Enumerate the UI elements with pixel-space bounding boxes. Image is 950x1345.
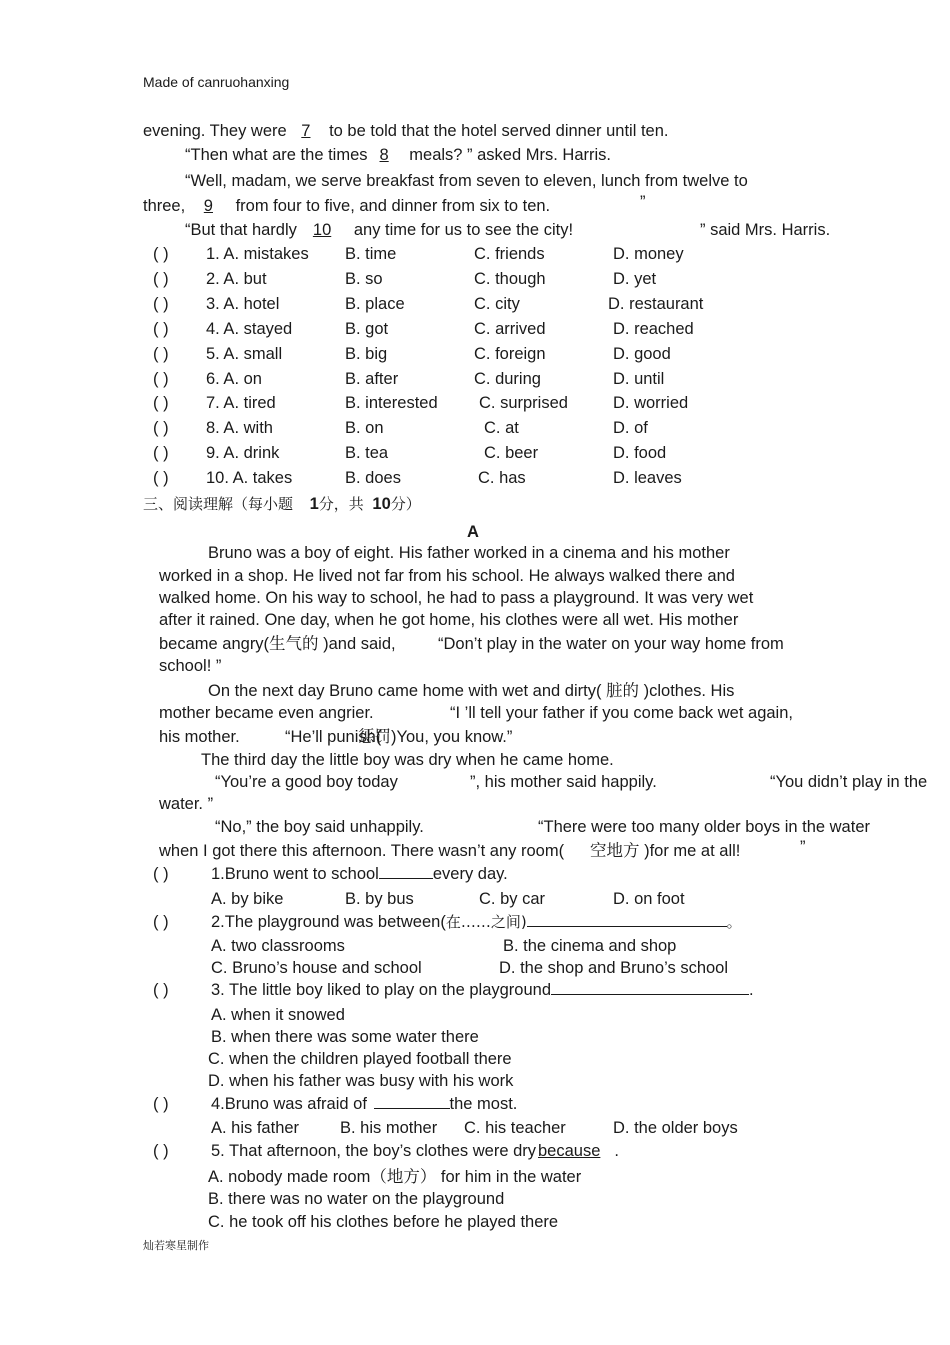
option-b[interactable]: B. big	[345, 344, 388, 363]
option-b[interactable]: B. time	[345, 245, 397, 263]
option-b[interactable]: B. so	[345, 269, 383, 288]
option-b[interactable]: B. his mother	[340, 1119, 438, 1137]
passage-line: “I ’ll tell your father if you come back wet again,	[450, 704, 793, 722]
option-c[interactable]: C. foreign	[474, 344, 546, 363]
option-a[interactable]: A. by bike	[211, 890, 284, 908]
passage-line: after it rained. One day, when he got home, his clothes were all wet. His mother	[159, 611, 739, 629]
answer-blank[interactable]	[551, 980, 749, 995]
passage-line: ”, his mother said happily.	[470, 773, 657, 791]
question-text: 在……之间)	[445, 913, 527, 931]
passage-line: walked home. On his way to school, he had to pass a playground. It was very wet	[159, 589, 754, 607]
option-c[interactable]: C. when the children played football there	[208, 1050, 512, 1068]
passage-line: water. ”	[159, 795, 214, 813]
cloze-text: from four to five, and dinner from six to ten.	[235, 197, 551, 215]
cloze-text: “But that hardly	[185, 221, 297, 239]
option-c[interactable]: C. by car	[479, 890, 546, 908]
option-b[interactable]: B. interested	[345, 394, 438, 413]
option-c[interactable]: C. his teacher	[464, 1119, 566, 1137]
option-c[interactable]: C. at	[484, 419, 519, 438]
section-title	[143, 494, 421, 514]
option-d[interactable]: D. worried	[613, 394, 689, 413]
section-title-text: 分，共	[318, 495, 364, 513]
option-b[interactable]: B. does	[345, 469, 401, 488]
option-a[interactable]: 7. A. tired	[206, 394, 276, 413]
answer-blank[interactable]	[374, 1094, 450, 1109]
cloze-line-5-end: ” said Mrs. Harris.	[700, 221, 831, 239]
option-b[interactable]: B. got	[345, 319, 389, 338]
answer-blank[interactable]: because	[538, 1142, 601, 1160]
option-c[interactable]: C. though	[474, 269, 546, 288]
option-c[interactable]: C. surprised	[479, 394, 568, 413]
question-text: 4.Bruno was afraid of	[211, 1095, 367, 1113]
answer-paren[interactable]: ( )	[153, 394, 169, 413]
passage-line: 惩罚)You, you know.”	[358, 728, 513, 746]
option-d[interactable]: D. when his father was busy with his work	[208, 1072, 514, 1090]
passage-line: “No,” the boy said unhappily.	[215, 818, 424, 836]
answer-paren[interactable]: ( )	[153, 344, 169, 363]
option-b[interactable]: B. after	[345, 369, 399, 388]
page-header: Made of canruohanxing	[143, 74, 290, 90]
answer-paren[interactable]: ( )	[153, 865, 169, 883]
section-title-text: 1	[309, 495, 319, 513]
cloze-text: “Then what are the times	[185, 146, 368, 164]
answer-blank[interactable]	[379, 864, 433, 879]
question-text: 3. The little boy liked to play on the playground	[211, 981, 551, 999]
passage-line: “Don’t play in the water on your way home from	[438, 635, 784, 653]
question-text: 1.Bruno went to school	[211, 865, 379, 883]
option-d[interactable]: D. the older boys	[613, 1119, 738, 1137]
option-a[interactable]: A. nobody made room（地方） for him in the water	[208, 1168, 582, 1186]
question-text: the most.	[449, 1095, 518, 1113]
answer-blank[interactable]	[527, 912, 727, 927]
cloze-text: meals? ” asked Mrs. Harris.	[409, 146, 611, 164]
option-b[interactable]: B. the cinema and shop	[503, 937, 677, 955]
answer-paren[interactable]: ( )	[153, 981, 169, 999]
cloze-blank-8: 8	[379, 146, 389, 164]
option-c[interactable]: C. Bruno’s house and school	[211, 959, 422, 977]
option-a[interactable]: 1. A. mistakes	[206, 245, 309, 263]
cloze-line-5	[185, 220, 573, 240]
answer-paren[interactable]: ( )	[153, 319, 169, 338]
option-d[interactable]: D. restaurant	[608, 294, 704, 313]
option-b[interactable]: B. place	[345, 294, 405, 313]
question-text: 2.The playground was between(	[211, 913, 446, 931]
cloze-blank-9: 9	[203, 197, 213, 215]
option-a[interactable]: 2. A. but	[206, 269, 267, 288]
option-b[interactable]: B. when there was some water there	[211, 1028, 479, 1046]
section-title-text: 三、阅读理解（每小题	[143, 495, 294, 513]
passage-line: The third day the little boy was dry when he came home.	[201, 751, 614, 769]
passage-line: became angry(生气的 )and said,	[159, 635, 396, 653]
question-stem	[211, 1141, 619, 1161]
option-c[interactable]: C. city	[474, 294, 520, 313]
passage-label: A	[467, 523, 479, 541]
answer-paren[interactable]: ( )	[153, 1095, 169, 1113]
option-c[interactable]: C. friends	[474, 245, 545, 263]
option-b[interactable]: B. by bus	[345, 890, 414, 908]
answer-paren[interactable]: ( )	[153, 294, 169, 313]
cloze-text: to be told that the hotel served dinner until ten.	[329, 122, 669, 140]
option-d[interactable]: D. yet	[613, 269, 657, 288]
page-footer: 灿若寒星制作	[143, 1239, 209, 1252]
option-c[interactable]: C. arrived	[474, 319, 546, 338]
option-d[interactable]: D. reached	[613, 319, 694, 338]
cloze-line-3: “Well, madam, we serve breakfast from seven to eleven, lunch from twelve to	[185, 172, 748, 190]
option-c[interactable]: C. during	[474, 369, 541, 388]
option-d[interactable]: D. good	[613, 344, 671, 363]
passage-line: ”	[800, 838, 806, 856]
answer-paren[interactable]: ( )	[153, 245, 169, 263]
option-a[interactable]: A. when it snowed	[211, 1006, 345, 1024]
option-a[interactable]: 3. A. hotel	[206, 294, 280, 313]
cloze-line-4	[143, 196, 550, 216]
cloze-text: any time for us to see the city!	[353, 221, 574, 239]
option-d[interactable]: D. food	[613, 444, 667, 463]
answer-paren[interactable]: ( )	[153, 419, 169, 438]
passage-line: “He’ll punish(	[285, 728, 382, 746]
cloze-blank-10: 10	[312, 221, 332, 239]
option-b[interactable]: B. tea	[345, 444, 389, 463]
question-text: 5. That afternoon, the boy’s clothes were dry	[211, 1142, 536, 1160]
cloze-quote: ”	[640, 193, 646, 211]
question-text: every day.	[432, 865, 508, 883]
answer-paren[interactable]: ( )	[153, 369, 169, 388]
answer-paren[interactable]: ( )	[153, 269, 169, 288]
passage-line: “There were too many older boys in the water	[538, 818, 870, 836]
option-a[interactable]: 8. A. with	[206, 419, 273, 438]
section-title-text: 分）	[390, 495, 421, 513]
answer-paren[interactable]: ( )	[153, 444, 169, 463]
passage-line: “You’re a good boy today	[215, 773, 398, 791]
cloze-blank-7: 7	[301, 122, 311, 140]
question-stem	[211, 864, 508, 884]
option-c[interactable]: C. he took off his clothes before he played there	[208, 1213, 559, 1231]
answer-paren[interactable]: ( )	[153, 469, 169, 488]
option-d[interactable]: D. until	[613, 369, 665, 388]
answer-paren[interactable]: ( )	[153, 913, 169, 931]
cloze-text: evening. They were	[143, 122, 287, 140]
option-a[interactable]: 6. A. on	[206, 369, 262, 388]
option-d[interactable]: D. of	[613, 419, 648, 438]
passage-line: worked in a shop. He lived not far from his school. He always walked there and	[159, 567, 735, 585]
cloze-line-2	[185, 145, 611, 165]
passage-line: his mother.	[159, 728, 240, 746]
option-b[interactable]: B. on	[345, 419, 384, 438]
passage-line: mother became even angrier.	[159, 704, 374, 722]
cloze-line-1	[143, 121, 668, 141]
option-d[interactable]: D. money	[613, 245, 684, 263]
option-a[interactable]: 10. A. takes	[206, 469, 293, 488]
option-b[interactable]: B. there was no water on the playground	[208, 1190, 505, 1208]
question-text: .	[614, 1142, 619, 1160]
question-stem	[211, 980, 754, 1000]
option-c[interactable]: C. has	[478, 469, 526, 488]
passage-line: On the next day Bruno came home with wet and dirty( 脏的 )clothes. His	[208, 682, 735, 700]
question-stem	[211, 1094, 517, 1114]
option-d[interactable]: D. the shop and Bruno’s school	[499, 959, 729, 977]
option-a[interactable]: 9. A. drink	[206, 444, 280, 463]
option-a[interactable]: 5. A. small	[206, 344, 283, 363]
passage-line: 空地方 )for me at all!	[590, 842, 741, 860]
option-d[interactable]: D. on foot	[613, 890, 685, 908]
passage-line: Bruno was a boy of eight. His father worked in a cinema and his mother	[208, 544, 730, 562]
passage-line: school! ”	[159, 657, 222, 675]
option-a[interactable]: 4. A. stayed	[206, 319, 293, 338]
passage-line: when I got there this afternoon. There wasn’t any room(	[159, 842, 565, 860]
cloze-text: three,	[143, 197, 186, 215]
option-a[interactable]: A. his father	[211, 1119, 300, 1137]
option-d[interactable]: D. leaves	[613, 469, 682, 488]
section-title-text: 10	[372, 495, 391, 513]
question-text: 。	[726, 913, 742, 931]
passage-line: “You didn’t play in the	[770, 773, 928, 791]
answer-paren[interactable]: ( )	[153, 1142, 169, 1160]
option-c[interactable]: C. beer	[484, 444, 539, 463]
option-a[interactable]: A. two classrooms	[211, 937, 345, 955]
question-stem	[211, 912, 742, 932]
question-text: .	[749, 981, 754, 999]
